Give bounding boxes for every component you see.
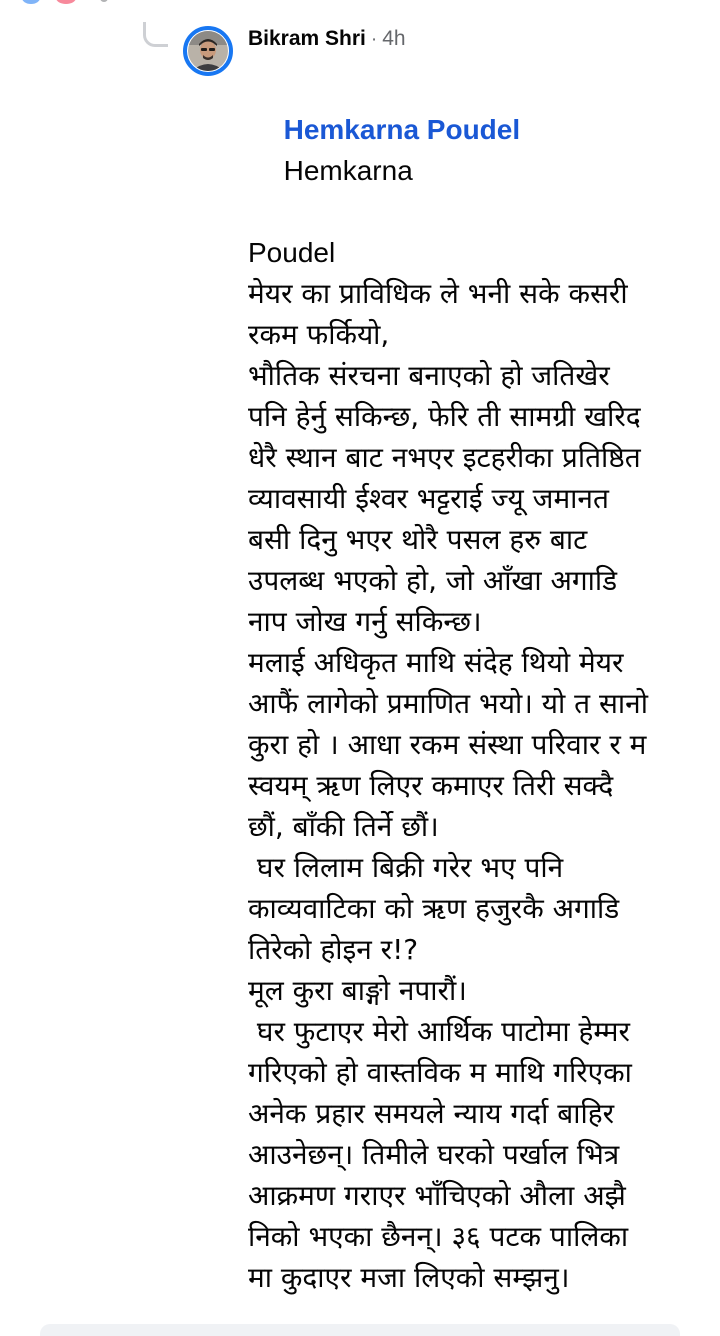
mention-tail-text-2: Poudel — [248, 237, 336, 268]
comment-line: पनि हेर्नु सकिन्छ, फेरि ती सामग्री खरिद — [248, 400, 641, 433]
comment-line: गरिएको हो वास्तविक म माथि गरिएका — [248, 1056, 632, 1089]
profile-photo-icon — [188, 31, 228, 71]
comment-line: मलाई अधिकृत माथि संदेह थियो मेयर — [248, 646, 624, 679]
comment-line: आउनेछन्। तिमीले घरको पर्खाल भित्र — [248, 1138, 620, 1171]
comment-line: अनेक प्रहार समयले न्याय गर्दा बाहिर — [248, 1097, 615, 1130]
comment-header — [248, 27, 406, 51]
comment-line: भौतिक संरचना बनाएको हो जतिखेर — [248, 359, 610, 392]
comment-line: घर फुटाएर मेरो आर्थिक पाटोमा हेम्मर — [248, 1015, 630, 1048]
comment-line: उपलब्ध भएको हो, जो आँखा अगाडि — [248, 564, 618, 597]
comment-line: स्वयम् ऋण लिएर कमाएर तिरी सक्दै — [248, 769, 614, 802]
comment-line: मेयर का प्राविधिक ले भनी सके कसरी — [248, 277, 628, 310]
like-reaction-icon — [22, 0, 40, 4]
mention-tail-text: Hemkarna — [283, 155, 413, 186]
comment-line: निको भएका छैनन्। ३६ पटक पालिका — [248, 1220, 629, 1253]
comment-line: नाप जोख गर्नु सकिन्छ। — [248, 605, 482, 638]
comment-line: घर लिलाम बिक्री गरेर भए पनि — [248, 851, 564, 884]
comment-timestamp[interactable]: 4h — [382, 27, 406, 50]
mention-link[interactable]: Hemkarna Poudel — [283, 114, 521, 145]
more-icon — [100, 0, 108, 2]
comment-line: धेरै स्थान बाट नभएर इटहरीका प्रतिष्ठित — [248, 441, 641, 474]
avatar[interactable] — [183, 26, 233, 76]
comment-line: तिरेको होइन र!? — [248, 933, 419, 966]
previous-comment-reactions — [0, 0, 720, 10]
comment-line: आक्रमण गराएर भाँचिएको औला अझै — [248, 1179, 626, 1212]
comment-text — [248, 68, 688, 1298]
comment-line: बसी दिनु भएर थोरै पसल हरु बाट — [248, 523, 588, 556]
comment-line: आफैं लागेको प्रमाणित भयो। यो त सानो — [248, 687, 648, 720]
comment-line: काव्यवाटिका को ऋण हजुरकै अगाडि — [248, 892, 620, 925]
comment-composer-edge — [40, 1324, 680, 1336]
comment-line: कुरा हो । आधा रकम संस्था परिवार र म — [248, 728, 647, 761]
comment-line: व्यावसायी ईश्वर भट्टराई ज्यू जमानत — [248, 482, 609, 515]
author-name[interactable]: Bikram Shri — [248, 27, 366, 50]
comment-line: रकम फर्कियो, — [248, 318, 390, 351]
header-separator: · — [370, 29, 378, 50]
reply-thread-connector — [143, 22, 168, 47]
comment-line: मा कुदाएर मजा लिएको सम्झनु। — [248, 1261, 570, 1294]
comment-line: छौं, बाँकी तिर्ने छौं। — [248, 810, 439, 843]
comment-line: मूल कुरा बाङ्गो नपारौं। — [248, 974, 467, 1007]
love-reaction-icon — [56, 0, 76, 4]
